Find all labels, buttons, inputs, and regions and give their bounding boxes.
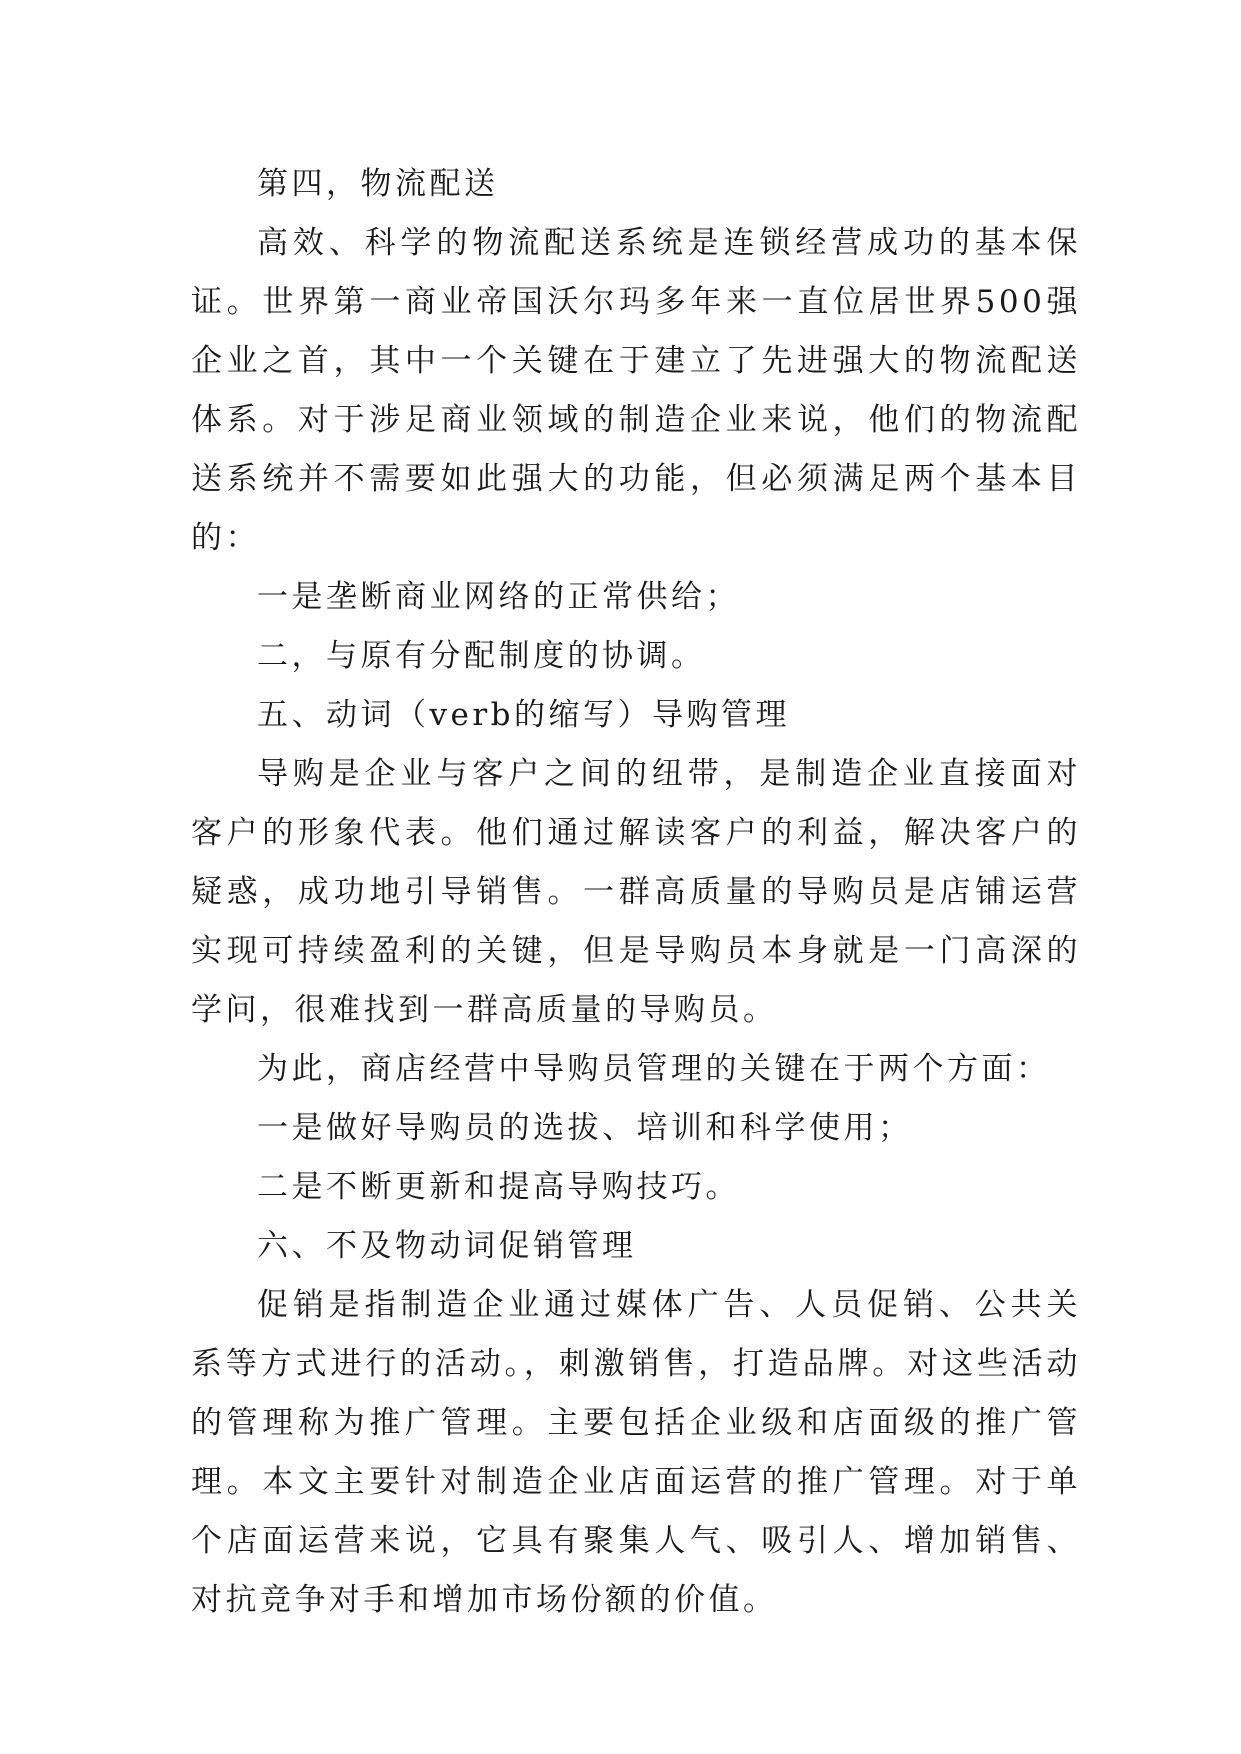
paragraph-promotion: 促销是指制造企业通过媒体广告、人员促销、公共关系等方式进行的活动。，刺激销售，打造品牌。对这些活动的管理称为推广管理。主要包括企业级和店面级的推广管理。本文主要针对制造企业店面运营的推广管理。对于单个店面运营来说，它具有聚集人气、吸引人、增加销售、对抗竞争对手和增加市场份额的价值。 [191,1287,1081,1618]
heading-shopping-guide: 五、动词（verb的缩写）导购管理 [257,697,791,733]
list-item-shopping-guide-2: 二是不断更新和提高导购技巧。 [257,1169,740,1205]
paragraph-shopping-guide: 导购是企业与客户之间的纽带，是制造企业直接面对客户的形象代表。他们通过解读客户的利益，解决客户的疑惑，成功地引导销售。一群高质量的导购员是店铺运营实现可持续盈利的关键，但是导购员本身就是一门高深的学问，很难找到一群高质量的导购员。 [191,756,1081,1028]
heading-promotion: 六、不及物动词促销管理 [257,1228,637,1264]
document-body [191,155,1081,1630]
list-item-logistics-1: 一是垄断商业网络的正常供给； [257,579,740,615]
heading-logistics: 第四，物流配送 [257,166,499,202]
list-item-logistics-2: 二，与原有分配制度的协调。 [257,638,706,674]
paragraph-shopping-guide-key: 为此，商店经营中导购员管理的关键在于两个方面： [257,1051,1051,1087]
paragraph-logistics: 高效、科学的物流配送系统是连锁经营成功的基本保证。世界第一商业帝国沃尔玛多年来一直位居世界500强企业之首，其中一个关键在于建立了先进强大的物流配送体系。对于涉足商业领域的制造企业来说，他们的物流配送系统并不需要如此强大的功能，但必须满足两个基本目的： [191,225,1081,556]
list-item-shopping-guide-1: 一是做好导购员的选拔、培训和科学使用； [257,1110,913,1146]
